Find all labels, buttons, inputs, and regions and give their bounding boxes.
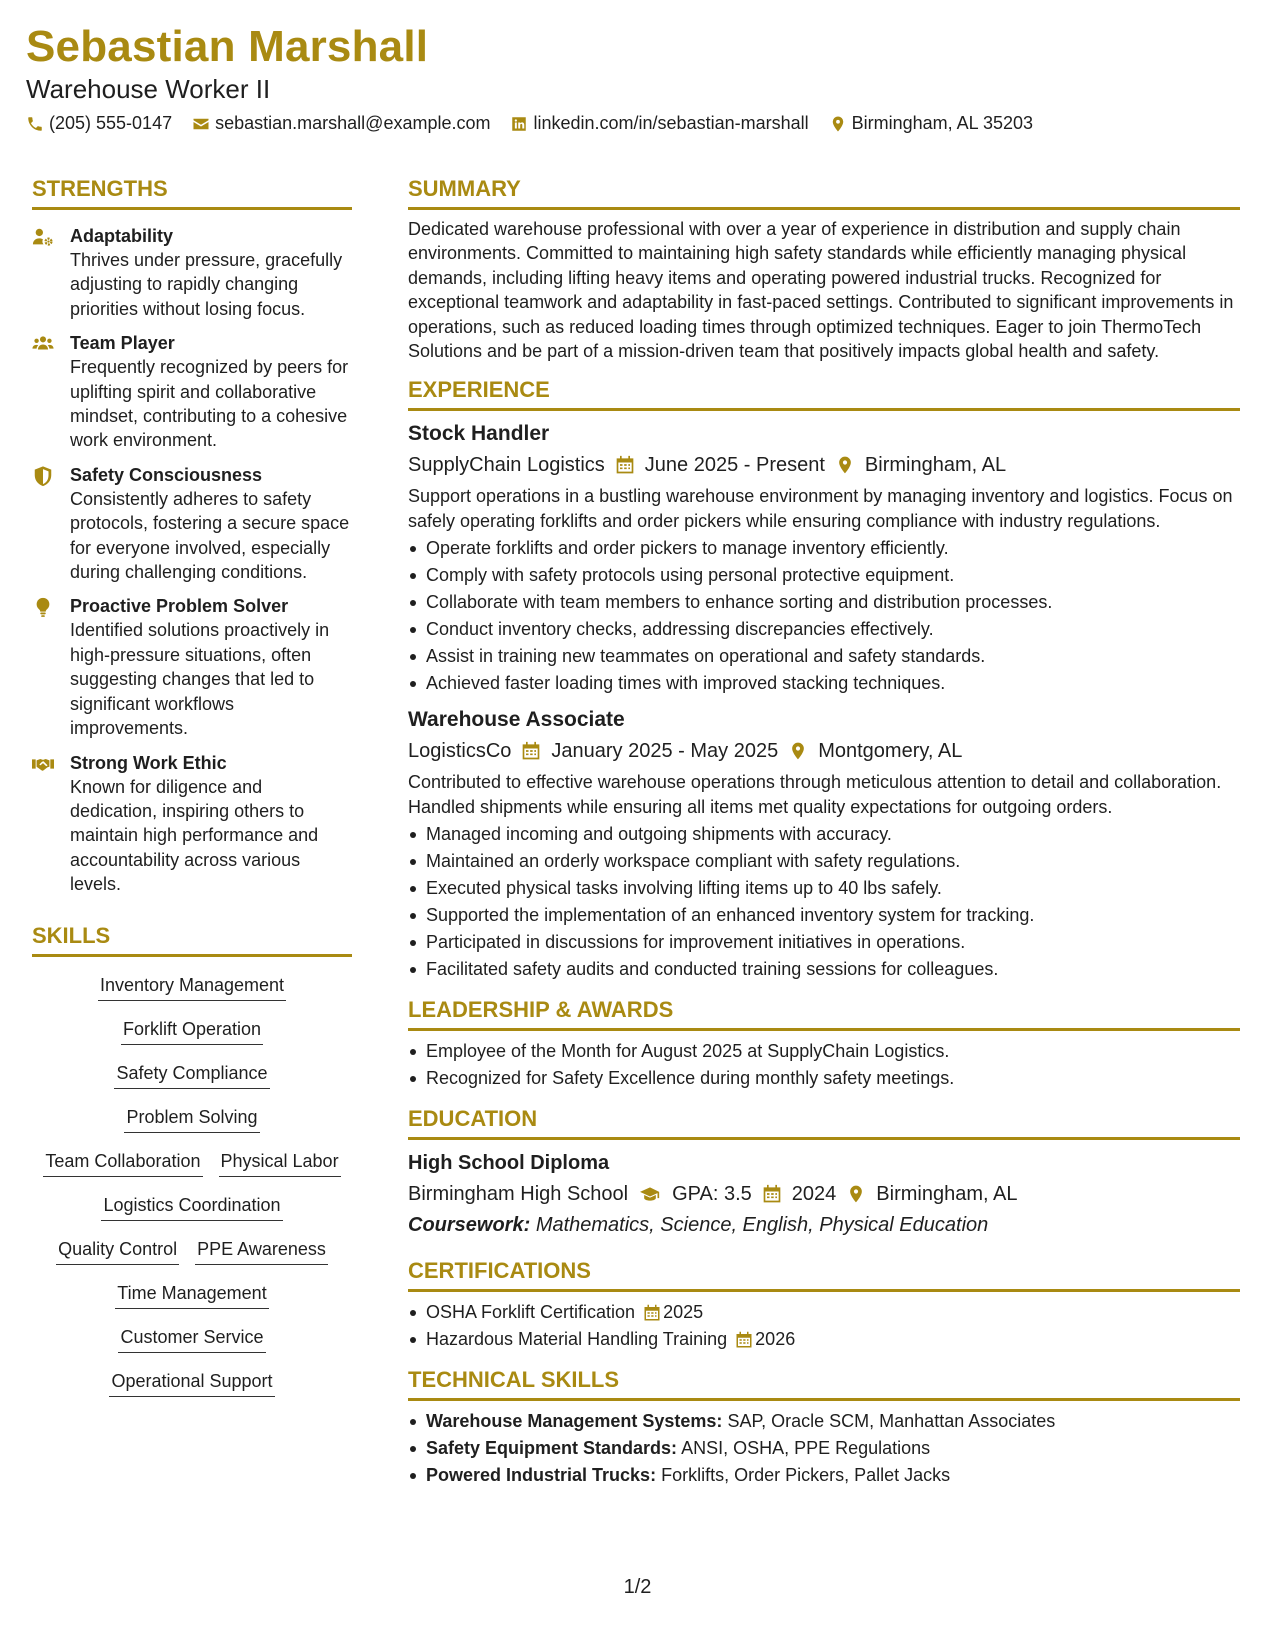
experience-heading: EXPERIENCE xyxy=(408,377,1240,411)
job-meta xyxy=(408,736,1240,766)
skill-tag: Customer Service xyxy=(118,1325,265,1353)
education-heading: EDUCATION xyxy=(408,1106,1240,1140)
technical-skills-list xyxy=(408,1408,1240,1489)
strength-item xyxy=(32,751,352,897)
strength-item xyxy=(32,594,352,740)
certification-year: 2026 xyxy=(755,1329,796,1350)
coursework-label: Coursework: xyxy=(408,1214,531,1237)
contact-location xyxy=(829,113,1033,134)
calendar-icon xyxy=(762,1184,782,1204)
job-description: Support operations in a bustling warehouse environment by managing inventory and logistics. Focus on safely operating forklifts and order pickers while ensuring compliance with industry regulations. xyxy=(408,486,1233,531)
strength-title: Adaptability xyxy=(70,226,174,246)
job-bullets xyxy=(408,535,1240,697)
list-item: Facilitated safety audits and conducted training sessions for colleagues. xyxy=(408,956,1240,983)
list-item: Conduct inventory checks, addressing discrepancies effectively. xyxy=(408,616,1240,643)
strength-title: Team Player xyxy=(70,333,175,354)
strength-desc: Known for diligence and dedication, inspiring others to maintain high performance and accountability across various levels. xyxy=(70,776,319,895)
technical-skills-heading: TECHNICAL SKILLS xyxy=(408,1367,1240,1401)
page-number: 1/2 xyxy=(623,1576,652,1598)
users-icon xyxy=(32,333,54,355)
job-dates: January 2025 - May 2025 xyxy=(551,740,779,763)
strength-desc: Frequently recognized by peers for uplifting spirit and collaborative mindset, contributing to a cohesive work environment. xyxy=(70,357,349,451)
linkedin-icon xyxy=(510,115,528,133)
contact-phone xyxy=(26,113,172,134)
coursework-text: Mathematics, Science, English, Physical Education xyxy=(535,1214,989,1237)
tech-skill-label: Safety Equipment Standards: xyxy=(426,1438,678,1459)
calendar-icon xyxy=(735,1331,753,1349)
skill-tag: Quality Control xyxy=(56,1237,179,1265)
list-item: Achieved faster loading times with improved stacking techniques. xyxy=(408,670,1240,697)
right-column xyxy=(408,176,1240,1489)
job-title: Stock Handler xyxy=(408,422,550,446)
contact-email[interactable] xyxy=(192,113,490,134)
school-name: Birmingham High School xyxy=(408,1183,629,1206)
lightbulb-icon xyxy=(32,596,54,618)
job-entry xyxy=(408,706,1240,983)
location-pin-icon xyxy=(788,741,808,761)
job-dates: June 2025 - Present xyxy=(644,454,825,477)
calendar-icon xyxy=(615,455,635,475)
list-item xyxy=(408,1299,1240,1326)
degree-title: High School Diploma xyxy=(408,1152,610,1175)
certification-year: 2025 xyxy=(663,1302,704,1323)
school-location: Birmingham, AL xyxy=(876,1183,1018,1206)
contact-bar xyxy=(26,113,1033,134)
leadership-heading: LEADERSHIP & AWARDS xyxy=(408,997,1240,1031)
skills-heading: SKILLS xyxy=(32,923,352,957)
strengths-list xyxy=(32,224,352,897)
list-item: Supported the implementation of an enhanced inventory system for tracking. xyxy=(408,902,1240,929)
strength-desc: Identified solutions proactively in high-pressure situations, often suggesting changes that led to significant workflows improvements. xyxy=(70,620,330,739)
strength-item xyxy=(32,224,352,321)
certification-name: OSHA Forklift Certification xyxy=(426,1302,636,1323)
list-item xyxy=(408,1435,1240,1462)
list-item xyxy=(408,1326,1240,1353)
handshake-icon xyxy=(32,753,54,775)
left-column xyxy=(32,176,352,1413)
tech-skill-label: Warehouse Management Systems: xyxy=(426,1411,723,1432)
skill-tag: Problem Solving xyxy=(124,1105,259,1133)
location-text: Birmingham, AL 35203 xyxy=(851,113,1034,133)
job-meta xyxy=(408,450,1240,480)
strength-desc: Thrives under pressure, gracefully adjusting to rapidly changing priorities without losing focus. xyxy=(70,250,343,319)
tech-skill-value: ANSI, OSHA, PPE Regulations xyxy=(681,1438,931,1459)
phone-icon xyxy=(26,115,44,133)
list-item xyxy=(408,1462,1240,1489)
job-company: LogisticsCo xyxy=(408,740,512,763)
list-item xyxy=(408,1408,1240,1435)
tech-skill-value: SAP, Oracle SCM, Manhattan Associates xyxy=(727,1411,1056,1432)
strength-title: Proactive Problem Solver xyxy=(70,596,289,617)
shield-icon xyxy=(32,465,54,487)
coursework xyxy=(408,1210,1240,1240)
job-description: Contributed to effective warehouse operations through meticulous attention to detail and collaboration. Handled shipments while ensuring all items met quality expectations for outgoing orders. xyxy=(408,772,1222,817)
strength-item xyxy=(32,331,352,453)
list-item: Managed incoming and outgoing shipments with accuracy. xyxy=(408,821,1240,848)
list-item: Executed physical tasks involving lifting items up to 40 lbs safely. xyxy=(408,875,1240,902)
user-gear-icon xyxy=(32,226,54,248)
email-text[interactable]: sebastian.marshall@example.com xyxy=(215,113,491,133)
skill-tag: Forklift Operation xyxy=(121,1017,263,1045)
certification-name: Hazardous Material Handling Training xyxy=(426,1329,728,1350)
job-bullets xyxy=(408,821,1240,983)
strength-title: Safety Consciousness xyxy=(70,464,263,485)
skill-tag: Inventory Management xyxy=(98,973,286,1001)
tech-skill-label: Powered Industrial Trucks: xyxy=(426,1465,657,1486)
list-item: Assist in training new teammates on operational and safety standards. xyxy=(408,643,1240,670)
job-company: SupplyChain Logistics xyxy=(408,454,605,477)
strength-desc: Consistently adheres to safety protocols, fostering a secure space for everyone involved, especially during challenging conditions. xyxy=(70,488,350,583)
education-meta xyxy=(408,1179,1240,1209)
linkedin-text[interactable]: linkedin.com/in/sebastian-marshall xyxy=(533,113,809,133)
location-pin-icon xyxy=(829,115,847,133)
location-pin-icon xyxy=(835,455,855,475)
strength-item xyxy=(32,463,352,585)
strengths-heading: STRENGTHS xyxy=(32,176,352,210)
job-title: Warehouse Associate xyxy=(408,708,625,732)
graduation-cap-icon xyxy=(638,1184,662,1204)
summary-heading: SUMMARY xyxy=(408,176,1240,210)
job-entry xyxy=(408,420,1240,697)
skill-tag: Team Collaboration xyxy=(43,1149,202,1177)
list-item: Recognized for Safety Excellence during monthly safety meetings. xyxy=(408,1065,1240,1092)
leadership-list xyxy=(408,1038,1240,1092)
certifications-list xyxy=(408,1299,1240,1353)
gpa-value: GPA: 3.5 xyxy=(672,1183,752,1206)
list-item: Maintained an orderly workspace compliant with safety regulations. xyxy=(408,848,1240,875)
skill-tag: Physical Labor xyxy=(219,1149,341,1177)
skill-tag: Time Management xyxy=(115,1281,268,1309)
list-item: Employee of the Month for August 2025 at SupplyChain Logistics. xyxy=(408,1038,1240,1065)
list-item: Comply with safety protocols using personal protective equipment. xyxy=(408,562,1240,589)
calendar-icon xyxy=(521,741,541,761)
list-item: Operate forklifts and order pickers to manage inventory efficiently. xyxy=(408,535,1240,562)
skill-tag: Logistics Coordination xyxy=(101,1193,282,1221)
strength-title: Strong Work Ethic xyxy=(70,752,227,773)
skills-list xyxy=(32,973,352,1397)
certifications-heading: CERTIFICATIONS xyxy=(408,1258,1240,1292)
tech-skill-value: Forklifts, Order Pickers, Pallet Jacks xyxy=(661,1465,951,1486)
job-location: Montgomery, AL xyxy=(818,740,963,763)
list-item: Collaborate with team members to enhance sorting and distribution processes. xyxy=(408,589,1240,616)
list-item: Participated in discussions for improvement initiatives in operations. xyxy=(408,929,1240,956)
graduation-year: 2024 xyxy=(791,1183,837,1206)
phone-text: (205) 555-0147 xyxy=(49,113,173,133)
skill-tag: PPE Awareness xyxy=(195,1237,328,1265)
envelope-icon xyxy=(192,115,210,133)
skill-tag: Operational Support xyxy=(109,1369,274,1397)
job-location: Birmingham, AL xyxy=(864,454,1007,477)
contact-linkedin[interactable] xyxy=(510,113,808,134)
summary-text: Dedicated warehouse professional with over a year of experience in distribution and supply chain environments. Committed to maintaining high safety standards while efficiently managing physical demands, including lifting heavy items and operating powered industrial trucks. Recognized for exceptional teamwork and adaptability in fast-paced settings. Contributed to significant improvements in operations, such as reduced loading times through optimized techniques. Eager to join ThermoTech Solutions and be part of a mission-driven team that positively impacts global health and safety. xyxy=(408,219,1234,362)
candidate-title: Warehouse Worker II xyxy=(26,74,271,104)
location-pin-icon xyxy=(846,1184,866,1204)
calendar-icon xyxy=(643,1304,661,1322)
skill-tag: Safety Compliance xyxy=(114,1061,269,1089)
candidate-name: Sebastian Marshall xyxy=(26,22,429,71)
